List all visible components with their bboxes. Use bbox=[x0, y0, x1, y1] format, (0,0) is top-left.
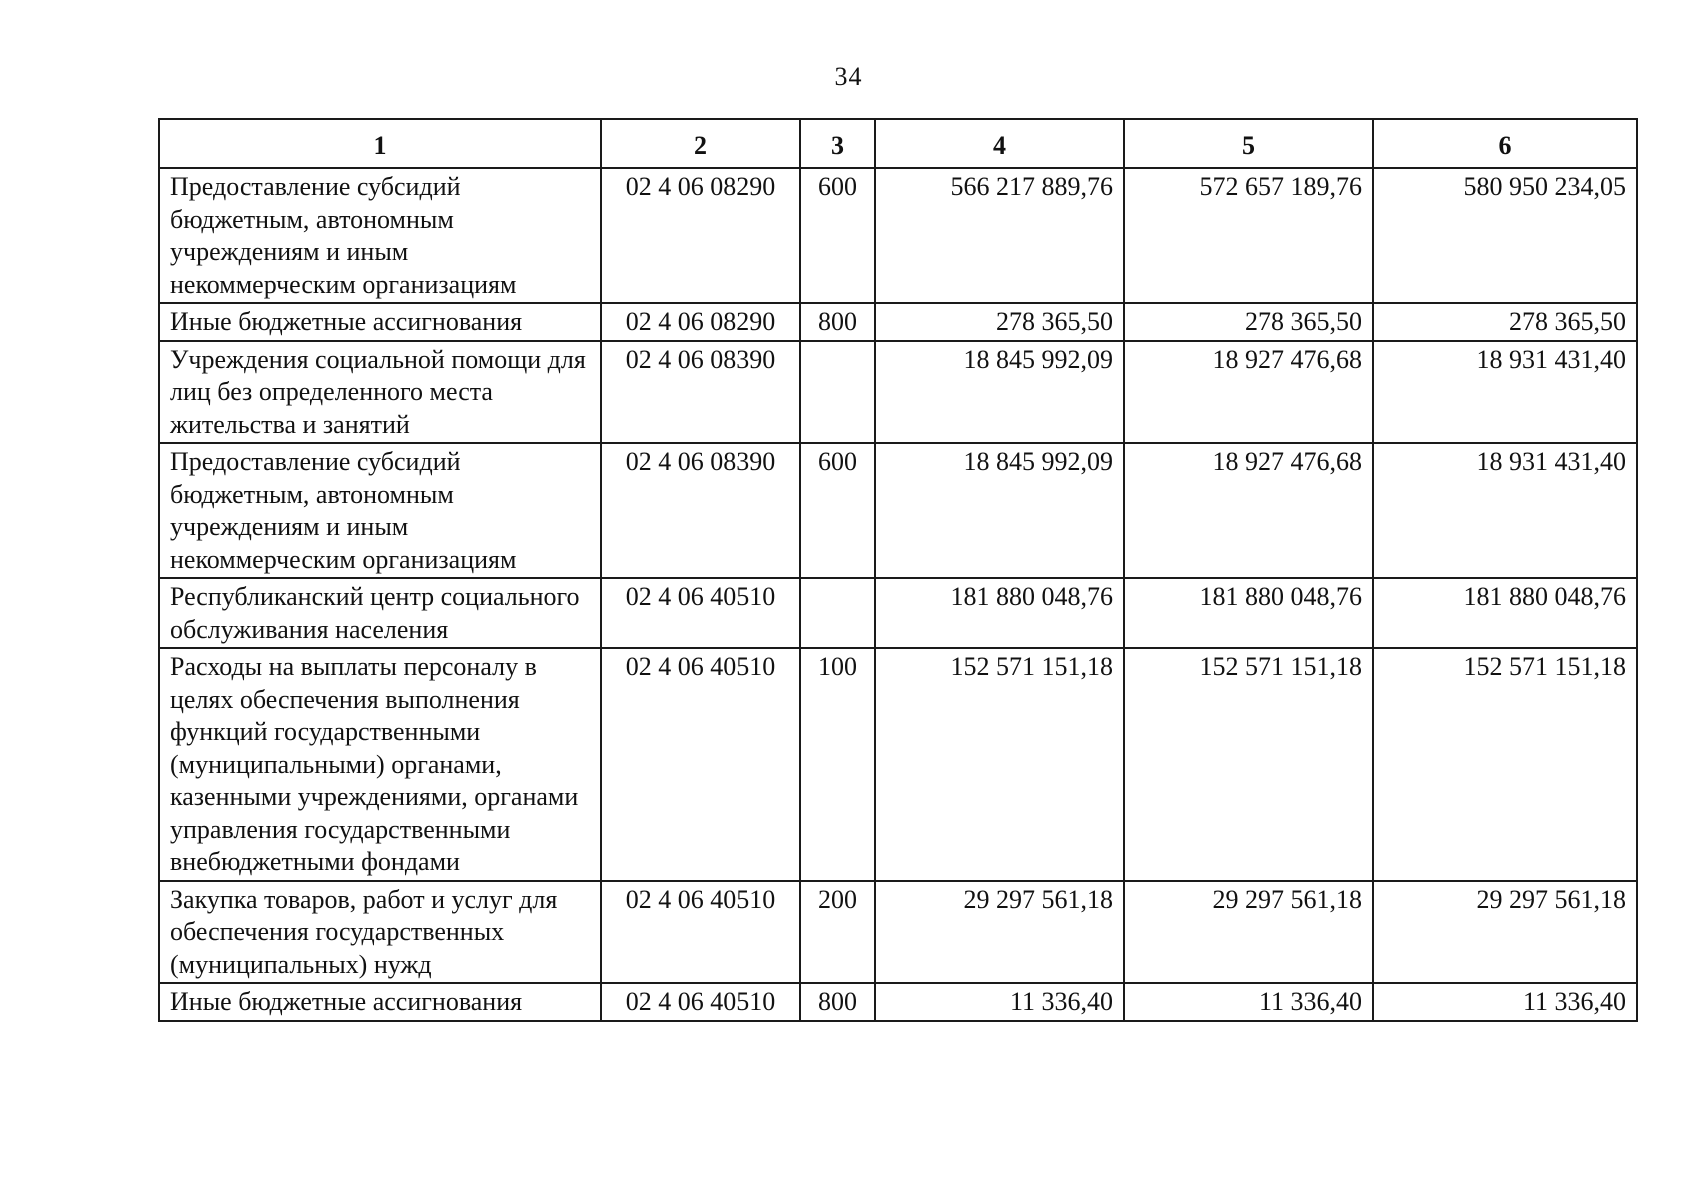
row-kind: 600 bbox=[800, 443, 875, 578]
table-row bbox=[159, 983, 1637, 1021]
row-code: 02 4 06 08390 bbox=[601, 443, 800, 578]
row-value-4: 11 336,40 bbox=[875, 983, 1124, 1021]
row-value-5: 152 571 151,18 bbox=[1124, 648, 1373, 881]
row-name: Предоставление субсидий бюджетным, автономным учреждениям и иным некоммерческим организациям bbox=[159, 443, 601, 578]
row-value-4: 29 297 561,18 bbox=[875, 881, 1124, 984]
column-header-5: 5 bbox=[1124, 119, 1373, 168]
column-header-6: 6 bbox=[1373, 119, 1637, 168]
row-name: Республиканский центр социального обслуживания населения bbox=[159, 578, 601, 648]
row-value-5: 18 927 476,68 bbox=[1124, 341, 1373, 444]
table-row bbox=[159, 881, 1637, 984]
row-value-6: 152 571 151,18 bbox=[1373, 648, 1637, 881]
row-value-6: 181 880 048,76 bbox=[1373, 578, 1637, 648]
row-name: Учреждения социальной помощи для лиц без определенного места жительства и занятий bbox=[159, 341, 601, 444]
row-value-4: 181 880 048,76 bbox=[875, 578, 1124, 648]
row-value-6: 29 297 561,18 bbox=[1373, 881, 1637, 984]
row-kind: 800 bbox=[800, 303, 875, 341]
row-code: 02 4 06 40510 bbox=[601, 881, 800, 984]
row-value-4: 18 845 992,09 bbox=[875, 341, 1124, 444]
row-value-5: 18 927 476,68 bbox=[1124, 443, 1373, 578]
row-value-5: 11 336,40 bbox=[1124, 983, 1373, 1021]
row-name: Иные бюджетные ассигнования bbox=[159, 303, 601, 341]
row-kind bbox=[800, 341, 875, 444]
row-value-4: 566 217 889,76 bbox=[875, 168, 1124, 303]
row-kind: 100 bbox=[800, 648, 875, 881]
table-row bbox=[159, 303, 1637, 341]
row-code: 02 4 06 08290 bbox=[601, 303, 800, 341]
row-value-6: 18 931 431,40 bbox=[1373, 341, 1637, 444]
row-value-5: 572 657 189,76 bbox=[1124, 168, 1373, 303]
budget-table bbox=[158, 118, 1638, 1022]
column-header-2: 2 bbox=[601, 119, 800, 168]
table-row bbox=[159, 168, 1637, 303]
column-header-4: 4 bbox=[875, 119, 1124, 168]
row-value-4: 278 365,50 bbox=[875, 303, 1124, 341]
table-row bbox=[159, 341, 1637, 444]
row-name: Предоставление субсидий бюджетным, автономным учреждениям и иным некоммерческим организациям bbox=[159, 168, 601, 303]
row-value-6: 278 365,50 bbox=[1373, 303, 1637, 341]
table-header-row bbox=[159, 119, 1637, 168]
row-code: 02 4 06 08290 bbox=[601, 168, 800, 303]
table-row bbox=[159, 443, 1637, 578]
row-value-4: 18 845 992,09 bbox=[875, 443, 1124, 578]
row-code: 02 4 06 40510 bbox=[601, 983, 800, 1021]
row-kind bbox=[800, 578, 875, 648]
table-row bbox=[159, 648, 1637, 881]
row-name: Иные бюджетные ассигнования bbox=[159, 983, 601, 1021]
table-row bbox=[159, 578, 1637, 648]
row-value-5: 278 365,50 bbox=[1124, 303, 1373, 341]
column-header-3: 3 bbox=[800, 119, 875, 168]
row-code: 02 4 06 40510 bbox=[601, 578, 800, 648]
row-value-5: 29 297 561,18 bbox=[1124, 881, 1373, 984]
column-header-1: 1 bbox=[159, 119, 601, 168]
row-value-6: 580 950 234,05 bbox=[1373, 168, 1637, 303]
row-value-6: 18 931 431,40 bbox=[1373, 443, 1637, 578]
row-value-6: 11 336,40 bbox=[1373, 983, 1637, 1021]
row-kind: 600 bbox=[800, 168, 875, 303]
row-value-4: 152 571 151,18 bbox=[875, 648, 1124, 881]
page-number: 34 bbox=[834, 62, 863, 91]
row-name: Закупка товаров, работ и услуг для обеспечения государственных (муниципальных) нужд bbox=[159, 881, 601, 984]
row-name: Расходы на выплаты персоналу в целях обеспечения выполнения функций государственными (муниципальными) органами, казенными учреждениями, органами управления государственными внебюджетными фондами bbox=[159, 648, 601, 881]
row-value-5: 181 880 048,76 bbox=[1124, 578, 1373, 648]
row-code: 02 4 06 08390 bbox=[601, 341, 800, 444]
row-kind: 800 bbox=[800, 983, 875, 1021]
row-code: 02 4 06 40510 bbox=[601, 648, 800, 881]
row-kind: 200 bbox=[800, 881, 875, 984]
